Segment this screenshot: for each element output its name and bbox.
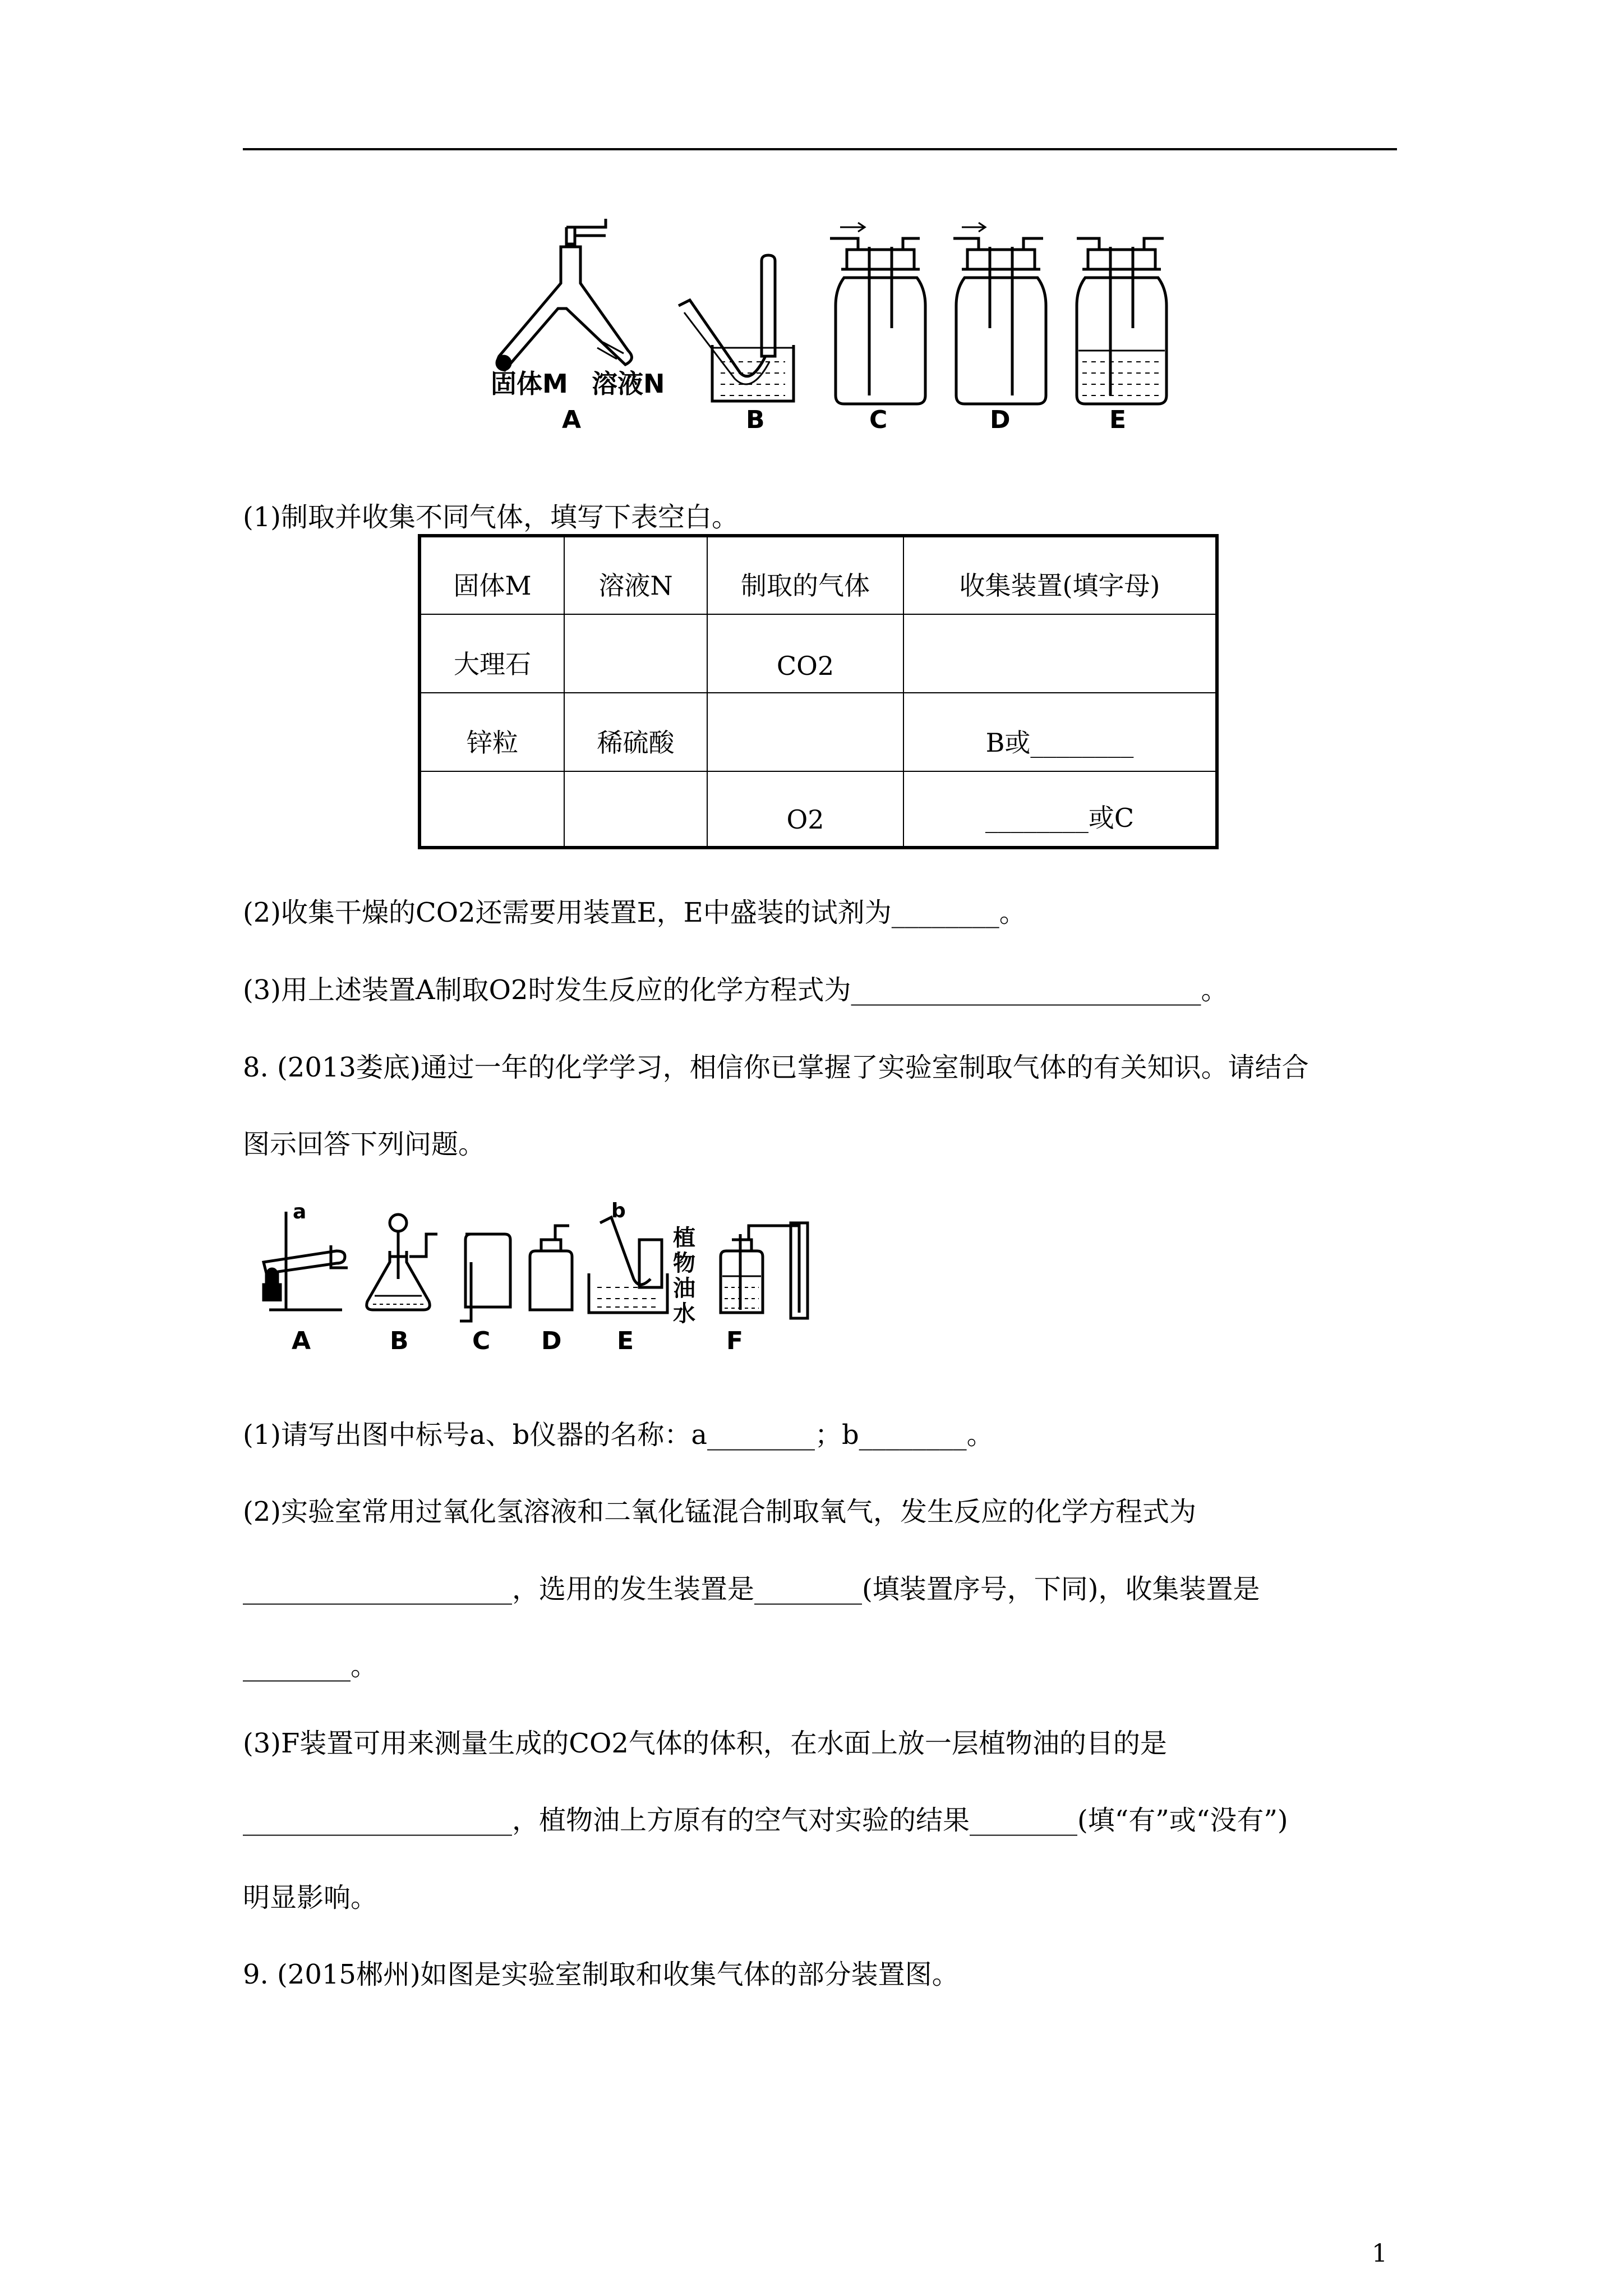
question-8-2-line-3: ________。 [243,1650,378,1682]
question-9: 9. (2015郴州)如图是实验室制取和收集气体的部分装置图。 [243,1959,959,1990]
question-8-3-line-1: (3)F装置可用来测量生成的CO2气体的体积，在水面上放一层植物油的目的是 [243,1728,1167,1759]
fig2-letter-d: D [541,1327,562,1355]
fig2-f-label: 植 [673,1225,695,1251]
bottle-e [1077,238,1166,404]
question-8-line-1: 8. (2013娄底)通过一年的化学学习，相信你已掌握了实验室制取气体的有关知识。请结合 [243,1052,1309,1083]
table-cell [707,693,903,771]
apparatus-figure-2 [247,1200,875,1369]
fig2-letter-a: A [292,1327,311,1355]
question-2: (2)收集干燥的CO2还需要用装置E，E中盛装的试剂为________。 [243,897,1026,928]
table-cell: O2 [707,771,903,848]
table-cell [419,771,564,848]
answer-table [418,534,1219,849]
fig1-letter-c: C [869,406,888,434]
page-number: 1 [1372,2239,1387,2268]
table-cell [564,614,707,693]
apparatus-figure-1 [477,216,1172,440]
bottle-c [830,223,925,404]
fig1-letter-a: A [562,406,582,434]
gas-volume-apparatus-f [721,1223,808,1318]
table-cell: CO2 [707,614,903,693]
conical-flask-apparatus [367,1214,437,1310]
question-8-2-line-1: (2)实验室常用过氧化氢溶液和二氧化锰混合制取氧气，发生反应的化学方程式为 [243,1496,1196,1527]
fig2-letter-e: E [617,1327,634,1355]
table-header: 溶液N [564,536,707,614]
table-cell: 锌粒 [419,693,564,771]
fig1-letter-b: B [746,406,765,434]
question-1: (1)制取并收集不同气体，填写下表空白。 [243,501,739,533]
fig2-letter-c: C [472,1327,491,1355]
table-cell [903,614,1217,693]
table-cell: ________或C [903,771,1217,848]
fig2-letter-b: B [390,1327,409,1355]
table-header: 固体M [419,536,564,614]
water-trough-e [589,1217,667,1313]
table-header: 收集装置(填字母) [903,536,1217,614]
bottle-c-inverted [460,1234,510,1321]
header-rule [243,148,1397,150]
bottle-d-upright [530,1226,572,1310]
water-trough-apparatus [679,255,794,401]
y-tube-apparatus [497,219,631,370]
table-cell [564,771,707,848]
question-8-3-line-3: 明显影响。 [243,1882,378,1913]
bottle-d [953,223,1046,404]
question-8-line-2: 图示回答下列问题。 [243,1129,486,1160]
question-3: (3)用上述装置A制取O2时发生反应的化学方程式为__________________________。 [243,974,1228,1006]
table-header: 制取的气体 [707,536,903,614]
fig1-letter-d: D [990,406,1011,434]
fig2-f-label: 水 [673,1301,695,1327]
label-b: b [611,1200,626,1222]
table-cell: B或________ [903,693,1217,771]
table-cell: 大理石 [419,614,564,693]
question-8-3-line-2: ____________________，植物油上方原有的空气对实验的结果________(填“有”或“没有”) [243,1805,1288,1836]
fig1-label-solid: 固体M [491,369,568,399]
label-a: a [293,1200,307,1223]
question-8-2-line-2: ____________________，选用的发生装置是________(填装置序号，下同)，收集装置是 [243,1573,1260,1605]
heating-apparatus [264,1212,348,1310]
fig2-f-label: 油 [673,1276,695,1301]
question-8-1: (1)请写出图中标号a、b仪器的名称：a________；b________。 [243,1419,994,1451]
table-cell: 稀硫酸 [564,693,707,771]
fig2-letter-f: F [726,1327,744,1355]
fig1-letter-e: E [1109,406,1127,434]
fig2-f-label: 物 [673,1250,695,1276]
fig1-label-solution: 溶液N [592,369,665,399]
